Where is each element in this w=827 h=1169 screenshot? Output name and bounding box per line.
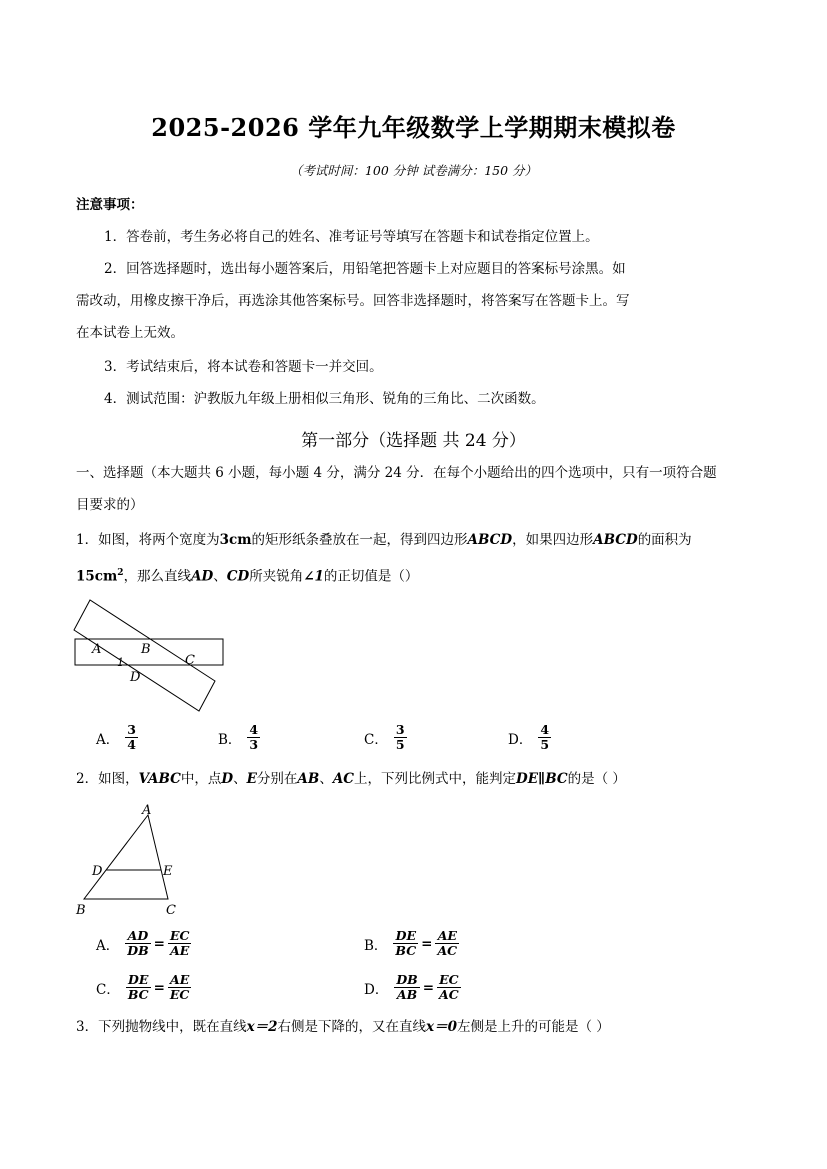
q1-text-f: 所夹锐角 — [249, 568, 304, 585]
q2-option-a-lnum: AD — [125, 929, 150, 944]
notice-item-3: 3．考试结束后，将本试卷和答题卡一并交回。 — [104, 359, 383, 375]
q1-text-g: 的正切值是（） — [323, 568, 419, 585]
q1-option-d-den: 5 — [540, 737, 550, 752]
q2-option-b[interactable] — [364, 929, 461, 958]
q2-option-d-lden: AB — [396, 987, 418, 1002]
q1-option-a-num: 3 — [127, 722, 136, 737]
q2-triangle — [84, 815, 168, 899]
q1-option-b-num: 4 — [249, 722, 259, 737]
q2-option-c-label: C． — [96, 981, 120, 998]
q1-option-a-den: 4 — [127, 737, 136, 752]
q1-label-d: D — [130, 670, 141, 685]
q2-option-a-rden: AE — [170, 943, 190, 958]
q2-de-bc: DE∥BC — [516, 771, 568, 787]
q1-figure — [70, 592, 230, 712]
q2-text-c: 分别在 — [256, 771, 298, 787]
q1-option-c-num: 3 — [395, 722, 405, 737]
exam-title: 2025-2026 学年九年级数学上学期期末模拟卷 — [151, 113, 676, 142]
q2-label-b: B — [76, 903, 86, 918]
q2-option-d-rnum: EC — [437, 973, 461, 988]
q3-text-c: 左侧是上升的可能是（ ） — [457, 1019, 610, 1035]
notice-item-2-line-2: 需改动，用橡皮擦干净后，再选涂其他答案标号。回答非选择题时，将答案写在答题卡上。写 — [76, 293, 630, 309]
q1-label-angle: 1 — [117, 656, 124, 669]
q1-label-b: B — [141, 642, 151, 657]
q2-ab: AB — [297, 771, 320, 787]
notice-item-2-line-1: 2．回答选择题时，选出每小题答案后，用铅笔把答题卡上对应题目的答案标号涂黑。如 — [104, 261, 626, 277]
q2-option-d-label: D． — [364, 981, 389, 998]
q2-option-c-lden: BC — [127, 987, 149, 1002]
q2-label-c: C — [166, 903, 176, 918]
q2-option-c-rnum: AE — [168, 973, 191, 988]
q2-option-c-lnum: DE — [126, 973, 151, 988]
q3-line — [76, 1016, 610, 1038]
q2-option-c-eq: = — [153, 979, 165, 996]
q1-option-c[interactable] — [364, 723, 409, 752]
q3-x2: x＝2 — [246, 1019, 278, 1035]
notice-item-2-line-3: 在本试卷上无效。 — [76, 325, 184, 341]
q2-option-a-label: A． — [96, 937, 120, 954]
q2-label-d: D — [92, 864, 103, 879]
q2-option-b-rden: AC — [437, 943, 458, 958]
q2-option-c-rden: EC — [169, 987, 190, 1002]
q2-tri: VABC — [138, 771, 181, 787]
q2-label-a: A — [142, 803, 152, 818]
q1-line-2 — [76, 562, 418, 588]
q1-text-d: 的面积为 — [637, 532, 692, 548]
q2-option-b-label: B． — [364, 937, 388, 954]
q2-e: E — [246, 771, 257, 787]
q2-option-a[interactable] — [96, 929, 193, 958]
q1-width: 3cm — [219, 532, 252, 548]
q2-option-a-rnum: EC — [169, 928, 190, 943]
q1-option-b[interactable] — [218, 723, 262, 752]
exam-subtitle: （考试时间：100 分钟 试卷满分：150 分） — [289, 163, 538, 178]
q2-option-d-eq: = — [422, 979, 435, 996]
q1-quad: ABCD — [467, 532, 513, 548]
q2-option-d[interactable] — [364, 973, 463, 1002]
q2-option-a-eq: = — [153, 935, 165, 952]
q2-text-e: 的是（ ） — [567, 771, 626, 787]
q1-option-d-label: D． — [508, 731, 533, 748]
q1-line-1 — [76, 529, 692, 551]
q2-text-d: 上，下列比例式中，能判定 — [354, 771, 517, 787]
q3-text-a: 3．下列抛物线中，既在直线 — [76, 1019, 247, 1035]
q1-option-d-num: 4 — [540, 722, 550, 737]
section-title: 第一部分（选择题 共 24 分） — [301, 431, 526, 451]
q2-label-e: E — [163, 864, 173, 879]
q2-option-b-rnum: AE — [435, 929, 459, 944]
q3-text-b: 右侧是下降的，又在直线 — [277, 1019, 427, 1035]
q1-label-a: A — [92, 642, 102, 657]
q1-text-a: 1．如图，将两个宽度为 — [76, 532, 220, 548]
q2-option-b-eq: = — [421, 935, 433, 952]
notice-item-4: 4．测试范围：沪教版九年级上册相似三角形、锐角的三角比、二次函数。 — [104, 391, 545, 407]
q1-text-b: 的矩形纸条叠放在一起，得到四边形 — [251, 532, 468, 548]
q1-option-a[interactable] — [96, 723, 140, 752]
q1-label-c: C — [185, 653, 195, 668]
q2-figure — [74, 800, 194, 922]
q2-line — [76, 768, 626, 790]
q1-area-sup: 2 — [117, 568, 124, 578]
q1-text-e: ，那么直线 — [123, 568, 192, 585]
q2-option-d-rden: AC — [439, 987, 459, 1002]
q1-option-c-label: C． — [364, 731, 388, 748]
q2-option-d-lnum: DB — [396, 972, 418, 987]
part1-intro-line-1: 一、选择题（本大题共 6 小题，每小题 4 分，满分 24 分．在每个小题给出的四个选项中，只有一项符合题 — [76, 465, 717, 481]
notice-item-1: 1．答卷前，考生务必将自己的姓名、准考证号等填写在答题卡和试卷指定位置上。 — [104, 229, 599, 245]
q2-option-a-lden: DB — [127, 943, 149, 958]
q2-option-c[interactable] — [96, 973, 193, 1002]
q1-angle: ∠1 — [303, 568, 324, 585]
q2-option-b-lden: BC — [395, 943, 417, 958]
part1-intro-line-2: 目要求的） — [76, 497, 144, 513]
q1-ad: AD — [191, 568, 214, 585]
q2-text-b: 中，点 — [180, 771, 222, 787]
q2-ac: AC — [332, 771, 355, 787]
q1-option-d[interactable] — [508, 723, 553, 752]
q2-sep-1: 、 — [233, 771, 247, 787]
q1-sep: 、 — [213, 568, 227, 585]
q1-option-a-label: A． — [96, 731, 120, 748]
q1-text-c: ，如果四边形 — [512, 532, 594, 548]
q1-quad-2: ABCD — [593, 532, 638, 548]
q2-option-b-lnum: DE — [393, 929, 418, 944]
q2-d: D — [221, 771, 234, 787]
q2-sep-2: 、 — [319, 771, 333, 787]
q1-option-c-den: 5 — [395, 737, 405, 752]
q1-cd: CD — [226, 568, 250, 585]
q1-option-b-label: B． — [218, 731, 242, 748]
q2-text-a: 2．如图， — [76, 771, 139, 787]
q1-option-b-den: 3 — [249, 737, 259, 752]
q3-x0: x＝0 — [426, 1019, 457, 1035]
q1-area: 15cm — [76, 568, 118, 585]
notice-heading: 注意事项： — [76, 197, 144, 213]
